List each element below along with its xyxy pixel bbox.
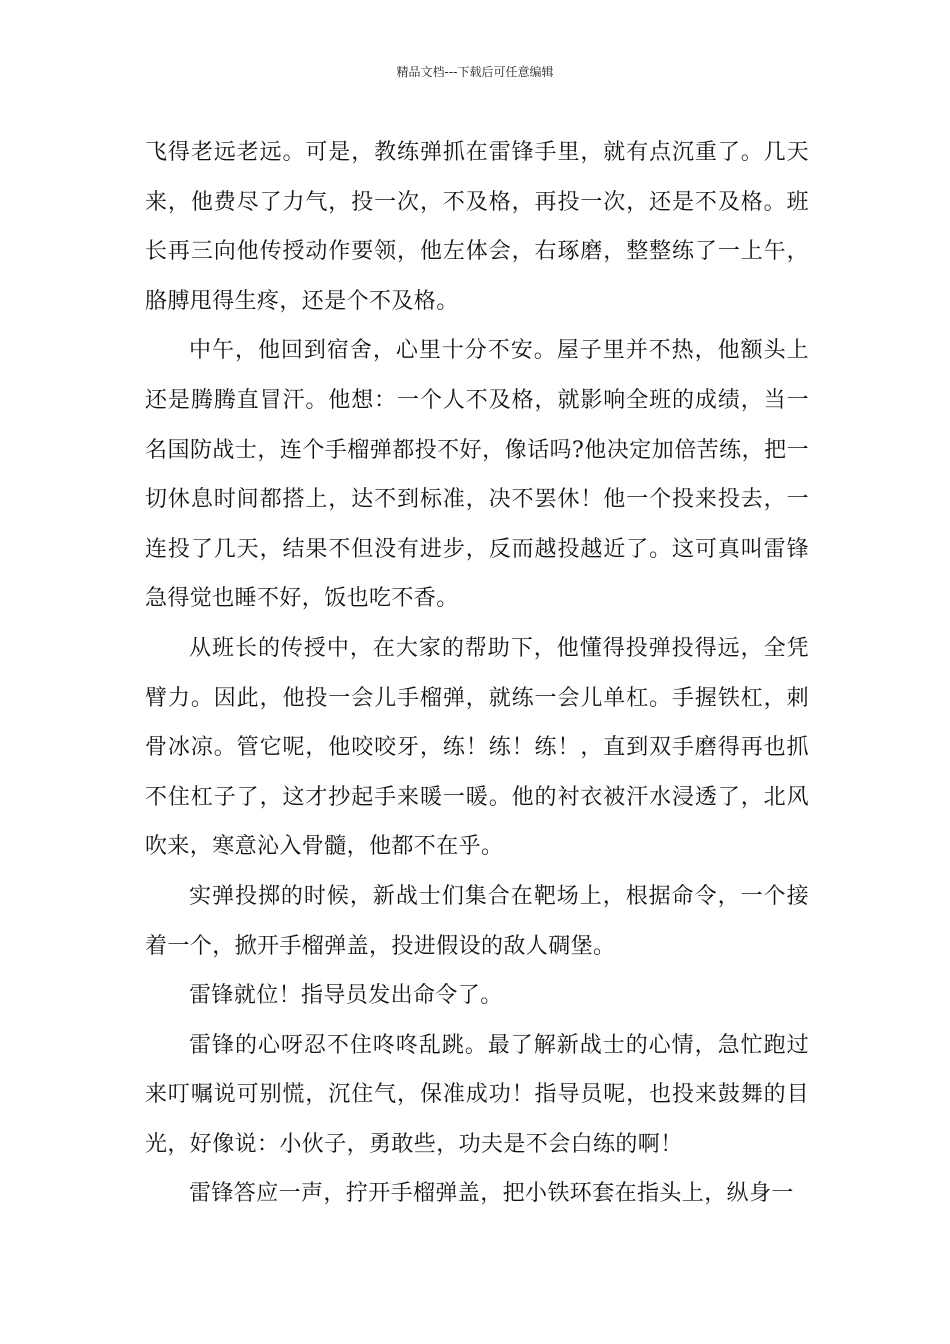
- paragraph-4: 实弹投掷的时候，新战士们集合在靶场上，根据命令，一个接着一个，掀开手榴弹盖，投进假设的敌人碉堡。: [145, 883, 809, 959]
- page-header: 精品文档---下载后可任意编辑: [396, 65, 554, 79]
- document-body: [145, 128, 809, 1219]
- paragraph-2: 中午，他回到宿舍，心里十分不安。屋子里并不热，他额头上还是腾腾直冒汗。他想：一个人不及格，就影响全班的成绩，当一名国防战士，连个手榴弹都投不好，像话吗?他决定加倍苦练，把一切休息时间都搭上，达不到标准，决不罢休！他一个投来投去，一连投了几天，结果不但没有进步，反而越投越近了。这可真叫雷锋急得觉也睡不好，饭也吃不香。: [145, 338, 809, 612]
- paragraph-3: 从班长的传授中，在大家的帮助下，他懂得投弹投得远，全凭臂力。因此，他投一会儿手榴弹，就练一会儿单杠。手握铁杠，刺骨冰凉。管它呢，他咬咬牙，练！练！练！，直到双手磨得再也抓不住杠子了，这才抄起手来暖一暖。他的衬衣被汗水浸透了，北风吹来，寒意沁入骨髓，他都不在乎。: [145, 635, 809, 860]
- paragraph-1: 飞得老远老远。可是，教练弹抓在雷锋手里，就有点沉重了。几天来，他费尽了力气，投一次，不及格，再投一次，还是不及格。班长再三向他传授动作要领，他左体会，右琢磨，整整练了一上午，胳膊甩得生疼，还是个不及格。: [145, 140, 809, 314]
- paragraph-6: 雷锋的心呀忍不住咚咚乱跳。最了解新战士的心情，急忙跑过来叮嘱说可别慌，沉住气，保准成功！指导员呢，也投来鼓舞的目光，好像说：小伙子，勇敢些，功夫是不会白练的啊！: [145, 1032, 809, 1157]
- paragraph-7: 雷锋答应一声，拧开手榴弹盖，把小铁环套在指头上，纵身一: [189, 1181, 794, 1207]
- paragraph-5: 雷锋就位！指导员发出命令了。: [189, 983, 503, 1009]
